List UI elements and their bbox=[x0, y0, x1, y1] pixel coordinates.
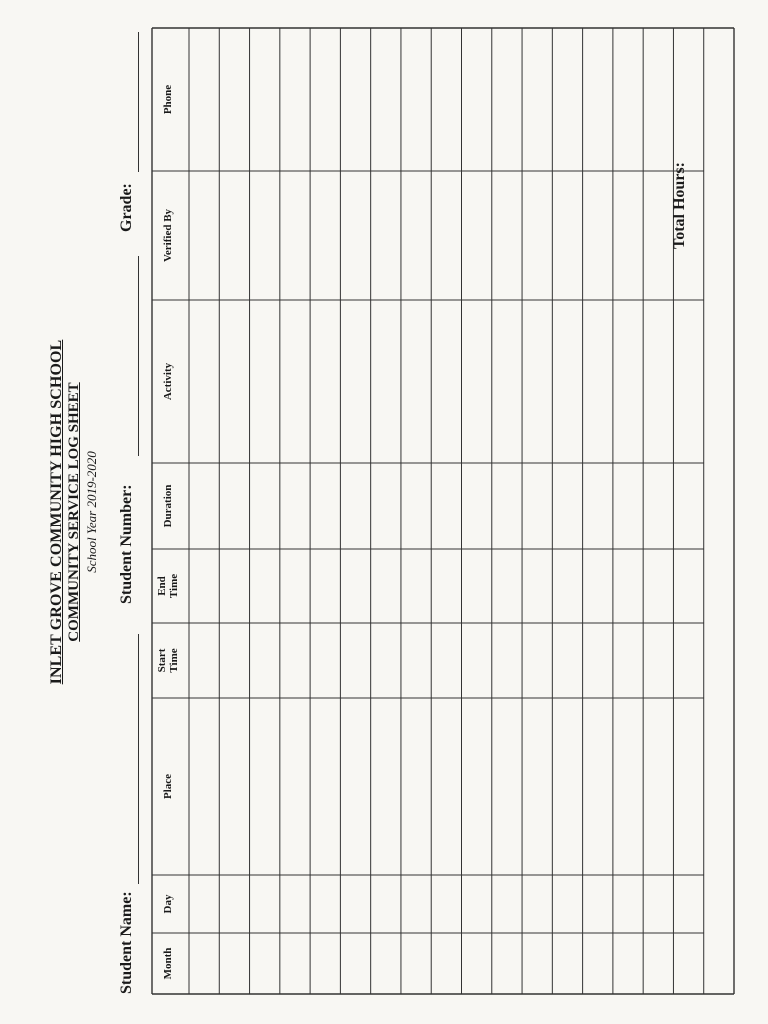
log-entry-cell[interactable] bbox=[220, 464, 248, 548]
log-entry-cell[interactable] bbox=[644, 464, 672, 548]
log-entry-cell[interactable] bbox=[220, 876, 248, 932]
log-entry-cell[interactable] bbox=[463, 624, 491, 697]
log-entry-cell[interactable] bbox=[251, 464, 279, 548]
column-header-line1: Duration bbox=[162, 484, 174, 528]
log-entry-cell[interactable] bbox=[523, 550, 551, 622]
log-entry-cell[interactable] bbox=[523, 301, 551, 462]
log-entry-cell[interactable] bbox=[432, 464, 460, 548]
log-entry-cell[interactable] bbox=[190, 876, 218, 932]
log-entry-cell[interactable] bbox=[341, 699, 369, 874]
log-entry-cell[interactable] bbox=[614, 464, 642, 548]
log-entry-cell[interactable] bbox=[402, 29, 430, 170]
column-header-verified-by bbox=[162, 171, 174, 300]
log-entry-cell[interactable] bbox=[311, 550, 339, 622]
log-entry-cell[interactable] bbox=[584, 876, 612, 932]
log-entry-cell[interactable] bbox=[341, 172, 369, 299]
column-header-line1: Place bbox=[162, 773, 174, 800]
column-header-day bbox=[162, 875, 174, 933]
log-entry-cell[interactable] bbox=[372, 29, 400, 170]
log-entry-cell[interactable] bbox=[220, 934, 248, 993]
column-header-line1: End bbox=[156, 576, 168, 596]
log-entry-cell[interactable] bbox=[220, 172, 248, 299]
log-entry-cell[interactable] bbox=[493, 699, 521, 874]
log-entry-cell[interactable] bbox=[644, 29, 672, 170]
log-entry-cell[interactable] bbox=[463, 464, 491, 548]
log-entry-cell[interactable] bbox=[614, 301, 642, 462]
column-header-line1: Activity bbox=[162, 362, 174, 401]
column-header-end bbox=[156, 549, 180, 623]
log-entry-cell[interactable] bbox=[402, 172, 430, 299]
log-entry-cell[interactable] bbox=[463, 934, 491, 993]
log-entry-cell[interactable] bbox=[614, 550, 642, 622]
log-entry-cell[interactable] bbox=[432, 624, 460, 697]
log-entry-cell[interactable] bbox=[553, 876, 581, 932]
school-name: INLET GROVE COMMUNITY HIGH SCHOOL bbox=[48, 339, 65, 685]
log-entry-cell[interactable] bbox=[281, 934, 309, 993]
log-entry-cell[interactable] bbox=[281, 624, 309, 697]
log-entry-cell[interactable] bbox=[341, 464, 369, 548]
log-entry-cell[interactable] bbox=[372, 699, 400, 874]
column-header-line1: Month bbox=[162, 947, 174, 980]
student-name-label: Student Name: bbox=[118, 891, 135, 994]
log-entry-cell[interactable] bbox=[493, 624, 521, 697]
log-entry-cell[interactable] bbox=[432, 699, 460, 874]
log-entry-cell[interactable] bbox=[190, 29, 218, 170]
log-entry-cell[interactable] bbox=[311, 172, 339, 299]
log-entry-cell[interactable] bbox=[341, 29, 369, 170]
log-entry-cell[interactable] bbox=[493, 550, 521, 622]
log-entry-cell[interactable] bbox=[311, 464, 339, 548]
log-entry-cell[interactable] bbox=[372, 550, 400, 622]
log-entry-cell[interactable] bbox=[553, 29, 581, 170]
log-entry-cell[interactable] bbox=[220, 550, 248, 622]
log-entry-cell[interactable] bbox=[674, 29, 702, 170]
column-header-line1: Verified By bbox=[162, 208, 174, 263]
log-entry-cell[interactable] bbox=[251, 934, 279, 993]
log-entry-cell[interactable] bbox=[523, 29, 551, 170]
log-entry-cell[interactable] bbox=[584, 172, 612, 299]
log-entry-cell[interactable] bbox=[190, 699, 218, 874]
log-entry-cell[interactable] bbox=[402, 550, 430, 622]
log-entry-cell[interactable] bbox=[341, 876, 369, 932]
log-entry-cell[interactable] bbox=[553, 301, 581, 462]
log-entry-cell[interactable] bbox=[251, 550, 279, 622]
log-entry-cell[interactable] bbox=[402, 699, 430, 874]
log-entry-cell[interactable] bbox=[584, 464, 612, 548]
log-entry-cell[interactable] bbox=[251, 172, 279, 299]
log-entry-cell[interactable] bbox=[523, 624, 551, 697]
log-entry-cell[interactable] bbox=[432, 550, 460, 622]
log-entry-cell[interactable] bbox=[432, 934, 460, 993]
log-entry-cell[interactable] bbox=[614, 699, 642, 874]
log-entry-cell[interactable] bbox=[584, 29, 612, 170]
column-header-line1: Day bbox=[162, 894, 174, 914]
log-entry-cell[interactable] bbox=[644, 876, 672, 932]
log-entry-cell[interactable] bbox=[372, 624, 400, 697]
log-entry-cell[interactable] bbox=[402, 301, 430, 462]
log-entry-cell[interactable] bbox=[523, 464, 551, 548]
log-entry-cell[interactable] bbox=[553, 624, 581, 697]
log-entry-cell[interactable] bbox=[644, 624, 672, 697]
log-entry-cell[interactable] bbox=[553, 934, 581, 993]
log-entry-cell[interactable] bbox=[644, 550, 672, 622]
log-entry-cell[interactable] bbox=[220, 301, 248, 462]
log-entry-cell[interactable] bbox=[190, 934, 218, 993]
log-entry-cell[interactable] bbox=[674, 301, 702, 462]
log-entry-cell[interactable] bbox=[432, 301, 460, 462]
log-entry-cell[interactable] bbox=[674, 876, 702, 932]
log-entry-cell[interactable] bbox=[553, 550, 581, 622]
log-entry-cell[interactable] bbox=[372, 464, 400, 548]
column-header-phone bbox=[162, 28, 174, 171]
log-entry-cell[interactable] bbox=[251, 624, 279, 697]
log-entry-cell[interactable] bbox=[311, 876, 339, 932]
column-header-line2: Time bbox=[168, 573, 180, 599]
log-entry-cell[interactable] bbox=[372, 172, 400, 299]
log-entry-cell[interactable] bbox=[220, 624, 248, 697]
log-entry-cell[interactable] bbox=[432, 172, 460, 299]
log-entry-cell[interactable] bbox=[553, 172, 581, 299]
log-entry-cell[interactable] bbox=[493, 172, 521, 299]
column-header-activity bbox=[162, 300, 174, 463]
log-entry-cell[interactable] bbox=[220, 29, 248, 170]
log-entry-cell[interactable] bbox=[463, 876, 491, 932]
log-entry-cell[interactable] bbox=[190, 464, 218, 548]
log-entry-cell[interactable] bbox=[523, 172, 551, 299]
student-number-label: Student Number: bbox=[118, 484, 135, 604]
log-entry-cell[interactable] bbox=[584, 624, 612, 697]
log-entry-cell[interactable] bbox=[281, 464, 309, 548]
log-entry-cell[interactable] bbox=[251, 301, 279, 462]
log-entry-cell[interactable] bbox=[190, 301, 218, 462]
log-entry-cell[interactable] bbox=[402, 934, 430, 993]
log-entry-cell[interactable] bbox=[341, 550, 369, 622]
log-entry-cell[interactable] bbox=[281, 876, 309, 932]
log-entry-cell[interactable] bbox=[614, 29, 642, 170]
log-entry-cell[interactable] bbox=[584, 301, 612, 462]
log-entry-cell[interactable] bbox=[311, 934, 339, 993]
log-entry-cell[interactable] bbox=[251, 876, 279, 932]
log-entry-cell[interactable] bbox=[463, 301, 491, 462]
log-entry-cell[interactable] bbox=[190, 172, 218, 299]
log-entry-cell[interactable] bbox=[523, 699, 551, 874]
log-entry-cell[interactable] bbox=[311, 301, 339, 462]
column-header-month bbox=[162, 933, 174, 994]
log-entry-cell[interactable] bbox=[220, 699, 248, 874]
log-entry-cell[interactable] bbox=[402, 876, 430, 932]
column-header-start bbox=[156, 623, 180, 698]
log-entry-cell[interactable] bbox=[251, 29, 279, 170]
log-entry-cell[interactable] bbox=[674, 934, 702, 993]
log-entry-cell[interactable] bbox=[190, 624, 218, 697]
log-entry-cell[interactable] bbox=[402, 624, 430, 697]
log-entry-cell[interactable] bbox=[432, 29, 460, 170]
log-entry-cell[interactable] bbox=[493, 934, 521, 993]
log-entry-cell[interactable] bbox=[463, 550, 491, 622]
log-entry-cell[interactable] bbox=[311, 624, 339, 697]
column-header-place bbox=[162, 698, 174, 875]
log-entry-cell[interactable] bbox=[372, 876, 400, 932]
log-entry-cell[interactable] bbox=[614, 876, 642, 932]
column-header-line2: Time bbox=[168, 648, 180, 673]
log-entry-cell[interactable] bbox=[523, 934, 551, 993]
log-entry-cell[interactable] bbox=[644, 934, 672, 993]
log-entry-cell[interactable] bbox=[341, 934, 369, 993]
column-header-duration bbox=[162, 463, 174, 549]
log-entry-cell[interactable] bbox=[674, 464, 702, 548]
log-entry-cell[interactable] bbox=[493, 464, 521, 548]
log-entry-cell[interactable] bbox=[372, 301, 400, 462]
log-entry-cell[interactable] bbox=[674, 699, 702, 874]
column-header-line1: Phone bbox=[162, 84, 174, 115]
log-entry-cell[interactable] bbox=[372, 934, 400, 993]
log-entry-cell[interactable] bbox=[614, 172, 642, 299]
log-entry-cell[interactable] bbox=[311, 699, 339, 874]
log-entry-cell[interactable] bbox=[341, 624, 369, 697]
log-entry-cell[interactable] bbox=[463, 172, 491, 299]
log-entry-cell[interactable] bbox=[493, 301, 521, 462]
log-entry-cell[interactable] bbox=[553, 699, 581, 874]
log-sheet-title: COMMUNITY SERVICE LOG SHEET bbox=[66, 382, 82, 642]
log-entry-cell[interactable] bbox=[281, 172, 309, 299]
log-entry-cell[interactable] bbox=[493, 29, 521, 170]
log-entry-cell[interactable] bbox=[281, 29, 309, 170]
log-entry-cell[interactable] bbox=[281, 301, 309, 462]
grade-label: Grade: bbox=[118, 183, 135, 232]
log-entry-cell[interactable] bbox=[493, 876, 521, 932]
log-entry-cell[interactable] bbox=[644, 699, 672, 874]
log-entry-cell[interactable] bbox=[584, 550, 612, 622]
log-entry-cell[interactable] bbox=[644, 172, 672, 299]
log-entry-cell[interactable] bbox=[281, 699, 309, 874]
log-entry-cell[interactable] bbox=[432, 876, 460, 932]
log-entry-cell[interactable] bbox=[402, 464, 430, 548]
log-entry-cell[interactable] bbox=[674, 550, 702, 622]
log-entry-cell[interactable] bbox=[584, 699, 612, 874]
log-entry-cell[interactable] bbox=[584, 934, 612, 993]
log-entry-cell[interactable] bbox=[311, 29, 339, 170]
log-entry-cell[interactable] bbox=[463, 29, 491, 170]
total-hours-label: Total Hours: bbox=[671, 162, 688, 249]
log-entry-cell[interactable] bbox=[463, 699, 491, 874]
log-entry-cell[interactable] bbox=[674, 624, 702, 697]
log-entry-cell[interactable] bbox=[614, 624, 642, 697]
log-entry-cell[interactable] bbox=[614, 934, 642, 993]
log-entry-cell[interactable] bbox=[523, 876, 551, 932]
log-entry-cell[interactable] bbox=[251, 699, 279, 874]
column-header-line1: Start bbox=[156, 648, 168, 673]
log-entry-cell[interactable] bbox=[341, 301, 369, 462]
log-entry-cell[interactable] bbox=[553, 464, 581, 548]
log-entry-cell[interactable] bbox=[190, 550, 218, 622]
school-year: School Year 2019-2020 bbox=[84, 451, 99, 573]
log-entry-cell[interactable] bbox=[644, 301, 672, 462]
log-entry-cell[interactable] bbox=[281, 550, 309, 622]
